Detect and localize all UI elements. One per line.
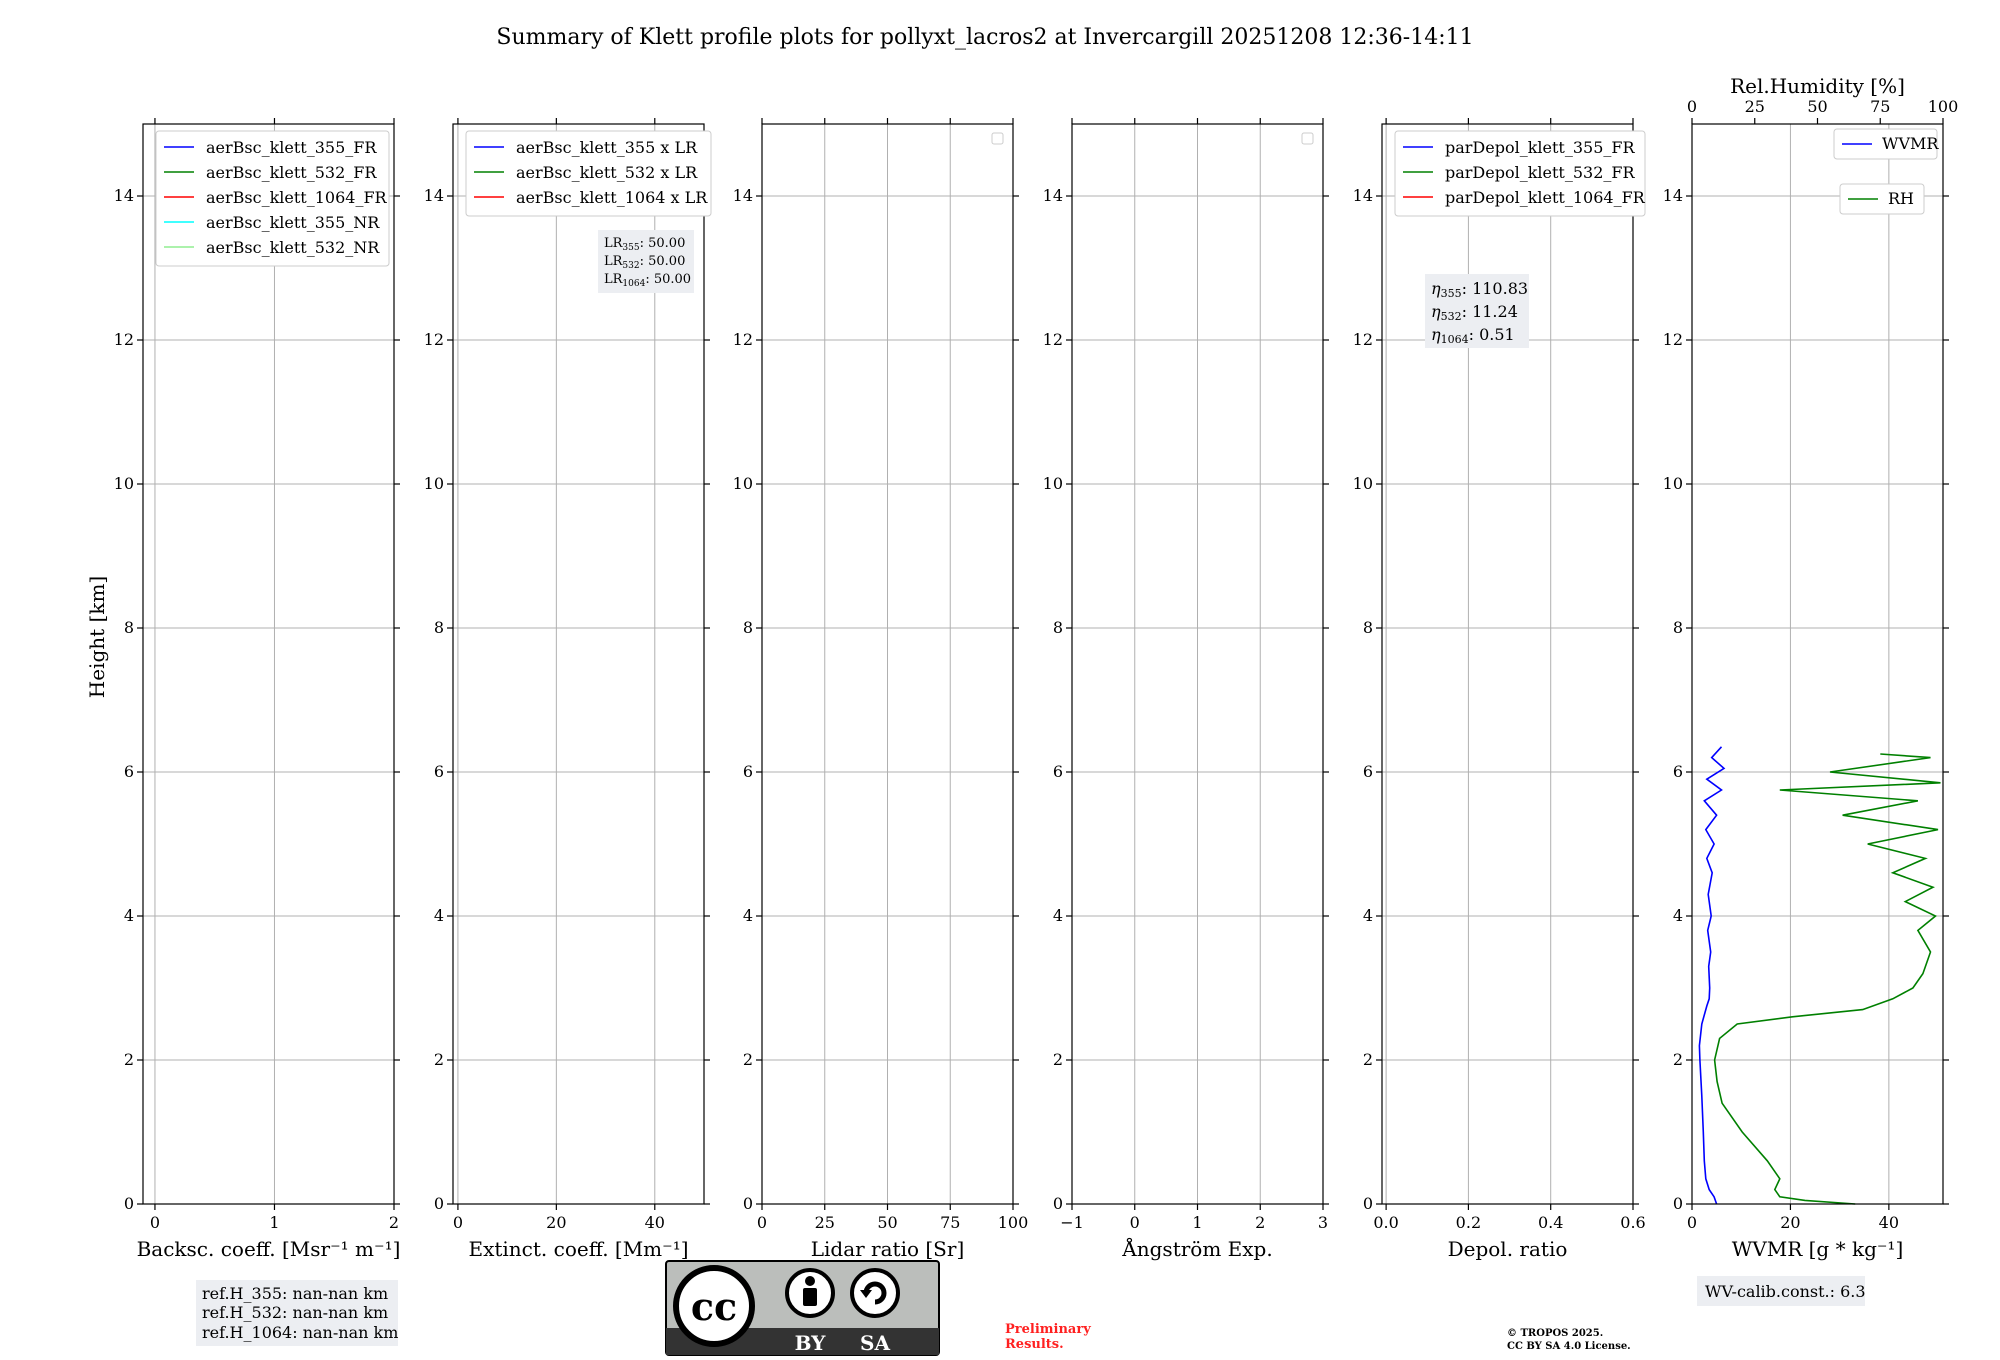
ref-height-532: ref.H_532: nan-nan km [202, 1303, 389, 1322]
legend-label: aerBsc_klett_355_NR [206, 213, 380, 232]
y-tick-label: 12 [1042, 330, 1063, 349]
top-axis-label: Rel.Humidity [%] [1730, 74, 1905, 98]
y-tick-label: 4 [123, 906, 134, 925]
y-tick-label: 6 [123, 762, 134, 781]
legend-label: parDepol_klett_355_FR [1445, 138, 1635, 157]
svg-text:cc: cc [690, 1284, 738, 1329]
x-tick-label: 0.0 [1373, 1213, 1399, 1232]
legend-label: parDepol_klett_532_FR [1445, 163, 1635, 182]
y-tick-label: 6 [1052, 762, 1063, 781]
x-tick-label: −1 [1060, 1213, 1084, 1232]
x-tick-label: 0 [756, 1213, 768, 1232]
x-tick-label: 75 [940, 1213, 961, 1232]
y-tick-label: 4 [1052, 906, 1063, 925]
copyright-note [1507, 1328, 1631, 1352]
y-tick-label: 8 [1362, 618, 1373, 637]
y-tick-label: 10 [1042, 474, 1063, 493]
x-tick-label: 20 [1780, 1213, 1801, 1232]
svg-text:η355: 110.83: η355: 110.83 [1431, 279, 1529, 300]
x-tick-label: 0 [1686, 1213, 1698, 1232]
x-axis-label: Lidar ratio [Sr] [810, 1237, 965, 1261]
empty-legend-box [1302, 133, 1313, 144]
x-tick-label: 0 [1129, 1213, 1140, 1232]
top-x-tick-label: 75 [1870, 97, 1891, 116]
y-tick-label: 4 [1672, 906, 1683, 925]
y-tick-label: 6 [1362, 762, 1373, 781]
svg-text:Preliminary: Preliminary [1005, 1322, 1091, 1337]
panel-angstrom [1043, 118, 1329, 1261]
svg-text:© TROPOS 2025.: © TROPOS 2025. [1507, 1328, 1604, 1339]
y-tick-label: 4 [1362, 906, 1373, 925]
svg-text:BY: BY [794, 1331, 826, 1355]
svg-text:η532: 11.24: η532: 11.24 [1431, 302, 1518, 323]
y-tick-label: 0 [1362, 1194, 1373, 1213]
legend-label: aerBsc_klett_355_FR [206, 138, 377, 157]
y-tick-label: 14 [1662, 186, 1683, 205]
panels-group [114, 74, 1959, 1261]
y-tick-label: 6 [1672, 762, 1683, 781]
y-tick-label: 8 [742, 618, 753, 637]
y-tick-label: 14 [1042, 186, 1063, 205]
legend-label: aerBsc_klett_532_FR [206, 163, 377, 182]
y-tick-label: 10 [423, 474, 444, 493]
y-tick-label: 0 [1672, 1194, 1683, 1213]
top-x-tick-label: 100 [1927, 97, 1959, 116]
x-tick-label: 0 [149, 1213, 161, 1232]
x-tick-label: 25 [814, 1213, 835, 1232]
y-tick-label: 6 [433, 762, 444, 781]
x-tick-label: 40 [1878, 1213, 1900, 1232]
plot-frame [1692, 124, 1943, 1204]
empty-legend-box [992, 133, 1003, 144]
top-x-tick-label: 0 [1686, 97, 1698, 116]
ref-height-355: ref.H_355: nan-nan km [202, 1284, 389, 1303]
x-tick-label: 3 [1317, 1213, 1329, 1232]
legend-label: aerBsc_klett_532_NR [206, 238, 380, 257]
preliminary-note [1005, 1322, 1091, 1352]
ref-height-1064: ref.H_1064: nan-nan km [202, 1323, 399, 1342]
plot-frame [143, 124, 394, 1204]
y-tick-label: 2 [1672, 1050, 1683, 1069]
y-tick-label: 12 [1352, 330, 1373, 349]
x-axis-label: Backsc. coeff. [Msr⁻¹ m⁻¹] [136, 1237, 401, 1261]
y-axis-label: Height [km] [85, 575, 109, 699]
x-axis-label: Ångström Exp. [1122, 1237, 1273, 1261]
legend-label: parDepol_klett_1064_FR [1445, 188, 1645, 207]
eta-box [1425, 274, 1529, 348]
svg-text:η1064: 0.51: η1064: 0.51 [1431, 325, 1515, 346]
y-tick-label: 4 [433, 906, 444, 925]
y-tick-label: 8 [123, 618, 134, 637]
y-tick-label: 14 [1352, 186, 1373, 205]
series-line-wvmr [1699, 747, 1724, 1204]
ref-height-box [196, 1280, 398, 1346]
legend-label: aerBsc_klett_355 x LR [516, 138, 698, 157]
y-tick-label: 2 [123, 1050, 134, 1069]
y-tick-label: 2 [1052, 1050, 1063, 1069]
y-tick-label: 14 [732, 186, 753, 205]
svg-text:LR355: 50.00: $LR_{355}$: 50.00 [604, 236, 686, 253]
svg-text:LR532: 50.00: $LR_{532}$: 50.00 [604, 254, 686, 271]
x-tick-label: 2 [1255, 1213, 1266, 1232]
x-tick-label: 1 [269, 1213, 280, 1232]
share-alike-icon [852, 1270, 898, 1316]
y-tick-label: 14 [113, 186, 134, 205]
cc-by-sa-license-badge [666, 1261, 939, 1355]
legend-label: WVMR [1882, 134, 1939, 153]
y-tick-label: 12 [732, 330, 753, 349]
y-tick-label: 0 [123, 1194, 134, 1213]
figure-title: Summary of Klett profile plots for pollyxt_lacros2 at Invercargill 20251208 12:36-14:11 [496, 25, 1474, 50]
legend-label: aerBsc_klett_1064_FR [206, 188, 387, 207]
y-tick-label: 2 [433, 1050, 444, 1069]
y-tick-label: 12 [113, 330, 134, 349]
x-axis-label: Depol. ratio [1447, 1237, 1568, 1261]
x-tick-label: 2 [388, 1213, 400, 1232]
y-tick-label: 4 [742, 906, 753, 925]
y-tick-label: 8 [433, 618, 444, 637]
x-tick-label: 50 [877, 1213, 898, 1232]
x-tick-label: 20 [546, 1213, 567, 1232]
series-line-rh [1715, 754, 1941, 1204]
svg-text:Results.: Results. [1005, 1337, 1064, 1352]
attribution-person-icon [787, 1270, 833, 1316]
x-axis-label: WVMR [g * kg⁻¹] [1731, 1237, 1904, 1261]
y-tick-label: 0 [1052, 1194, 1063, 1213]
y-tick-label: 8 [1052, 618, 1063, 637]
y-tick-label: 6 [742, 762, 753, 781]
y-tick-label: 0 [742, 1194, 753, 1213]
x-tick-label: 1 [1192, 1213, 1203, 1232]
y-tick-label: 2 [742, 1050, 753, 1069]
x-tick-label: 100 [997, 1213, 1029, 1232]
lidar-ratio-box [598, 230, 694, 293]
y-tick-label: 10 [113, 474, 134, 493]
svg-text:CC BY SA 4.0 License.: CC BY SA 4.0 License. [1507, 1341, 1631, 1352]
y-tick-label: 12 [1662, 330, 1683, 349]
top-x-tick-label: 50 [1807, 97, 1828, 116]
x-tick-label: 0 [452, 1213, 464, 1232]
wv-calib-box [1697, 1276, 1866, 1306]
y-tick-label: 14 [423, 186, 444, 205]
y-tick-label: 10 [1352, 474, 1373, 493]
panel-backscatter [114, 118, 401, 1261]
x-tick-label: 0.6 [1620, 1213, 1646, 1232]
y-tick-label: 10 [732, 474, 753, 493]
svg-text:LR1064: 50.00: $LR_{1064}$: 50.00 [604, 272, 692, 289]
legend-label: aerBsc_klett_1064 x LR [516, 188, 708, 207]
legend-label: aerBsc_klett_532 x LR [516, 163, 698, 182]
y-tick-label: 8 [1672, 618, 1683, 637]
wv-calib-text: WV-calib.const.: 6.3 [1705, 1282, 1866, 1301]
x-tick-label: 40 [644, 1213, 665, 1232]
top-x-tick-label: 25 [1744, 97, 1765, 116]
svg-text:SA: SA [860, 1331, 890, 1355]
y-tick-label: 10 [1662, 474, 1683, 493]
y-tick-label: 0 [433, 1194, 444, 1213]
x-axis-label: Extinct. coeff. [Mm⁻¹] [468, 1237, 689, 1261]
x-tick-label: 0.4 [1537, 1213, 1564, 1232]
y-tick-label: 2 [1362, 1050, 1373, 1069]
y-tick-label: 12 [423, 330, 444, 349]
panel-wvmr-rh [1663, 74, 1959, 1261]
legend-label: RH [1888, 189, 1914, 208]
panel-lidar-ratio [733, 118, 1029, 1261]
x-tick-label: 0.2 [1455, 1213, 1482, 1232]
